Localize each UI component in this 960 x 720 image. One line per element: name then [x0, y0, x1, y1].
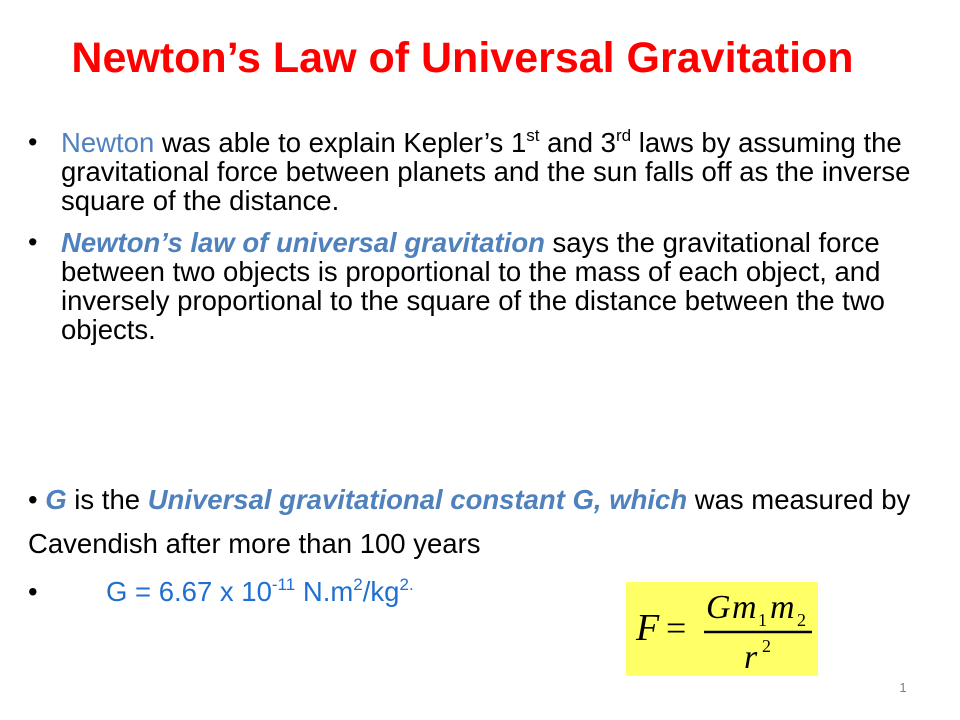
formula-m2: m [770, 589, 795, 626]
unit-exponent-kg: 2. [399, 574, 414, 594]
unit-exponent-m: 2 [353, 574, 363, 594]
bullet-dot: • [28, 227, 38, 257]
formula-f: F [636, 607, 660, 649]
gravitation-formula [626, 582, 818, 676]
bullet1-text-a: was able to explain Kepler’s 1 [154, 127, 527, 158]
sup-st: st [526, 125, 540, 145]
bullet-law [28, 228, 938, 344]
newton-word: Newton [61, 127, 155, 158]
formula-r-exp: 2 [762, 636, 771, 656]
bullet1-text-c: laws by assuming the gravitational force between planets and the sun falls off as the inverse square of the distance. [61, 127, 911, 216]
g-unit-kg: /kg [362, 576, 400, 607]
g-exponent: -11 [271, 574, 296, 594]
page-number: 1 [899, 680, 907, 695]
constant-name: Universal gravitational constant G, which [147, 484, 688, 515]
sup-rd: rd [615, 125, 632, 145]
bullet-dot: • [28, 127, 38, 157]
g-unit: N.m [295, 576, 354, 607]
bullet-kepler [28, 125, 938, 216]
bullet2-text: says the gravitational force between two objects is proportional to the mass of each object, and inversely proportional to the square of the distance between the two objects. [61, 227, 885, 345]
bullet1-text-b: and 3 [539, 127, 616, 158]
law-name: Newton’s law of universal gravitation [61, 227, 545, 258]
bullet-constant [28, 478, 928, 566]
g-value: G = 6.67 x 10 [106, 576, 272, 607]
bullet3-text: was measured by Cavendish after more than 100 years [28, 484, 911, 559]
formula-sub1: 1 [758, 610, 767, 630]
formula-m1: m [732, 589, 757, 626]
formula-sub2: 2 [797, 610, 806, 630]
formula-equals: = [666, 608, 687, 648]
slide-title: Newton’s Law of Universal Gravitation [71, 34, 854, 82]
bullet-g-value [28, 574, 414, 608]
g-equation [106, 576, 414, 608]
bullet-dot: • [28, 576, 38, 607]
formula-g: G [706, 589, 731, 626]
bullet-list [28, 125, 938, 345]
bullet3-is-the: is the [66, 484, 148, 515]
formula-r: r [744, 639, 758, 676]
g-symbol: G [45, 484, 67, 515]
bullet-dot: • [28, 484, 38, 515]
